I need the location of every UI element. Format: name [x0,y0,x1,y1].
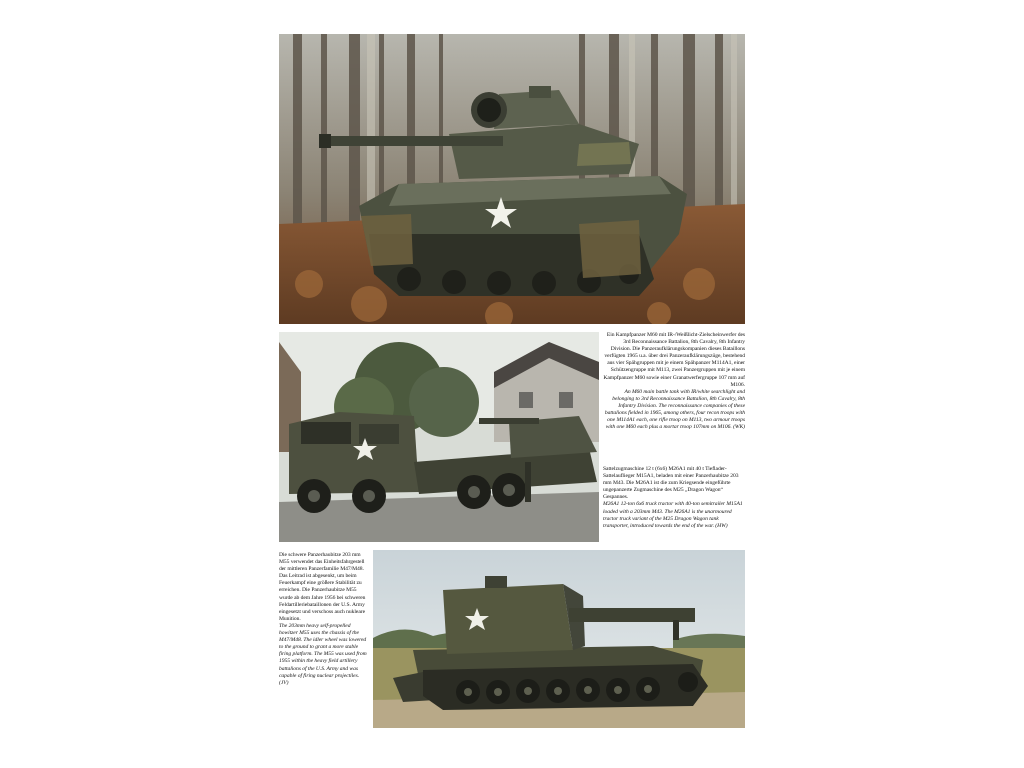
photo-m26a1-tractor [279,332,599,542]
photo-m55-howitzer [373,550,745,728]
document-page [279,34,745,730]
caption-m60-german: Ein Kampfpanzer M60 mit IR-/Weißlicht-Zielscheinwerfer des 3rd Reconnaissance Battalion, 8th Cavalry, 8th Infantry Division. Die Panzeraufklärungskompanien dieses Bataillons verfügten 1965 u.a. über drei Panzeraufklärungszüge, bestehend aus vier Spähgruppen mit je einem Spähpanzer M114A1, einer Schützengruppe mit M113, zwei Panzergruppen mit je einem Kampfpanzer M60 sowie einer Granatwerfergruppe 107 mm auf M106. [603,332,745,388]
caption-m55-german: Die schwere Panzerhaubitze 203 mm M55 verwendet das Einheitsfahrgestell der mittleren Panzerfamilie M47/M48. Das Leitrad ist abgesenkt, um beim Feuerkampf eine größere Stabilität zu erreichen. Die Panzerhaubitze M55 wurde ab dem Jahre 1956 bei schweren Feldartilleriebataillonen der U.S. Army eingesetzt und verschoss auch nukleare Munition. [279,552,366,622]
caption-m26a1-german: Sattelzugmaschine 12 t (6x6) M26A1 mit 40 t Tieflader-Sattelauflieger M15A1, beladen mit einer Panzerhaubitze 203 mm M43. Die M26A1 ist die zum Kriegsende eingeführte ungepanzerte Zugmaschine des M25 „Dragon Wagon“ Gespannes. [603,466,739,501]
caption-m55-english: The 203mm heavy self-propelled howitzer M55 uses the chassis of the M47/M48. The idler wheel was lowered to the ground to grant a more stable firing platform. The M55 was used from 1955 within the heavy field artillery battalions of the U.S. Army and was capable of firing nuclear projectiles. (JV) [279,622,367,686]
caption-m26a1 [603,466,745,530]
caption-m60-english: An M60 main battle tank with IR/white searchlight and belonging to 3rd Reconnaissance Battalion, 8th Cavalry, 8th Infantry Division. The reconnaissance companies of these battalions fielded in 1965, among others, four recon troops with one M114A1 each, one rifle troop on M113, two armour troops with one M60 each plus a mortar troop 107mm on M106. (WK) [604,388,745,431]
caption-m60 [603,332,745,431]
photo-m60-tank-forest [279,34,745,324]
caption-m26a1-english: M26A1 12-ton 6x6 truck tractor with 40-ton semitrailer M15A1 loaded with a 203mm M43. The M26A1 is the unarmoured tractor truck variant of the M25 Dragon Wagon tank transporter, introduced towards the end of the war. (HW) [603,501,743,529]
caption-m55 [279,552,369,687]
